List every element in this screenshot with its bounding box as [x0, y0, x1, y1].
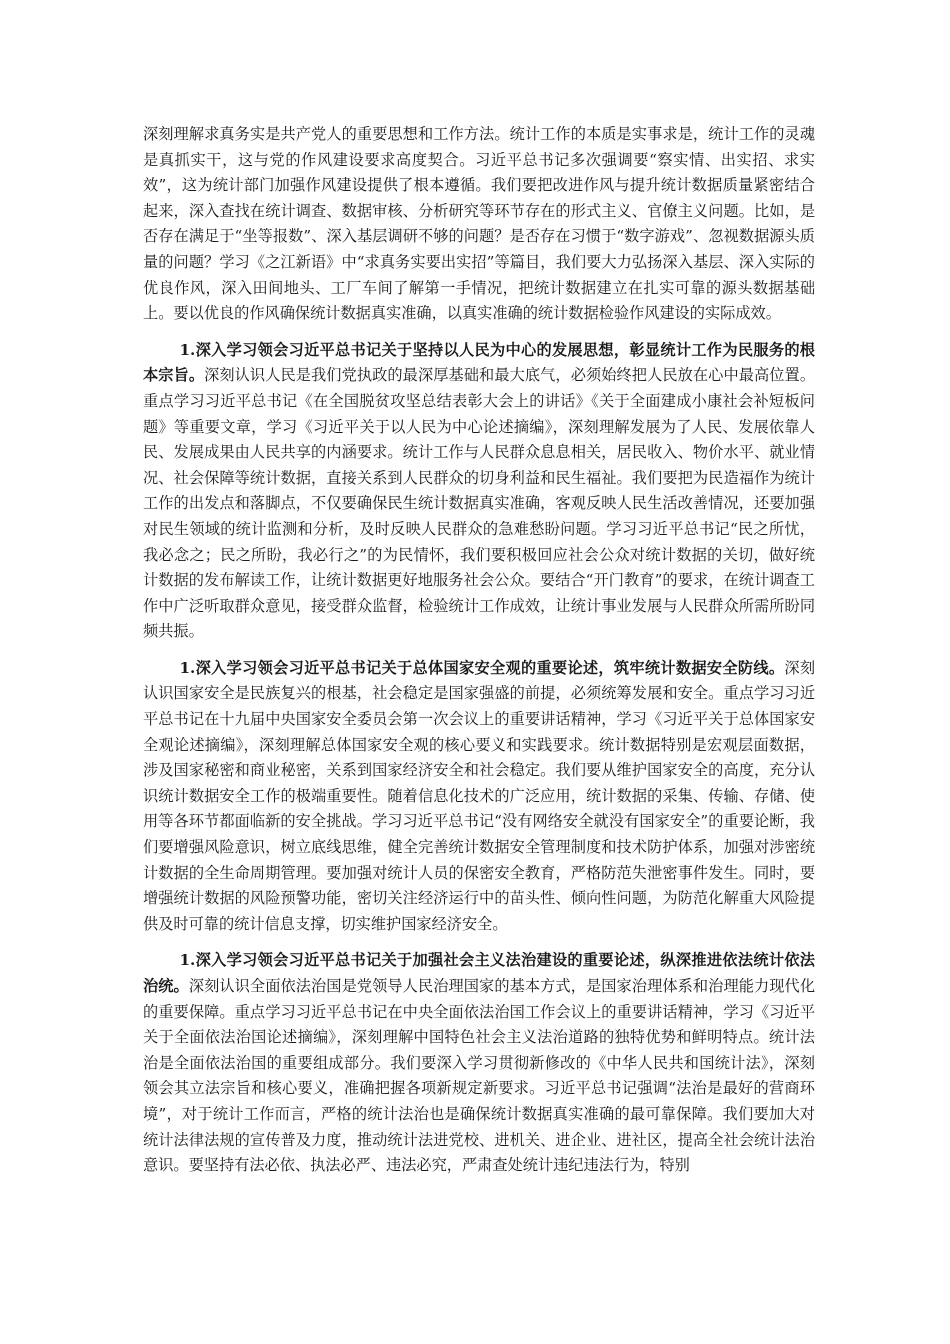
paragraph-people-centered: [143, 338, 815, 645]
paragraph-text: 深刻认识人民是我们党执政的最深厚基础和最大底气，必须始终把人民放在心中最高位置。重点学习习近平总书记《在全国脱贫攻坚总结表彰大会上的讲话》《关于全面建成小康社会补短板问题》等重要文章，学习《习近平关于以人民为中心论述摘编》，深刻理解发展为了人民、发展依靠人民、发展成果由人民共享的内涵要求。统计工作与人民群众息息相关，居民收入、物价水平、就业情况、社会保障等统计数据，直接关系到人民群众的切身利益和民生福祉。我们要把为民造福作为统计工作的出发点和落脚点，不仅要确保民生统计数据真实准确，客观反映人民生活改善情况，还要加强对民生领域的统计监测和分析，及时反映人民群众的急难愁盼问题。学习习近平总书记“民之所忧，我必念之；民之所盼，我必行之”的为民情怀，我们要积极回应社会公众对统计数据的关切，做好统计数据的发布解读工作，让统计数据更好地服务社会公众。要结合“开门教育”的要求，在统计调查工作中广泛听取群众意见，接受群众监督，检验统计工作成效，让统计事业发展与人民群众所需所盼同频共振。: [143, 366, 816, 641]
paragraph-intro: [143, 122, 815, 327]
paragraph-text: 深刻认识全面依法治国是党领导人民治理国家的基本方式，是国家治理体系和治理能力现代化的重要保障。重点学习习近平总书记在中央全面依法治国工作会议上的重要讲话精神，学习《习近平关于全面依法治国论述摘编》，深刻理解中国特色社会主义法治道路的独特优势和鲜明特点。统计法治是全面依法治国的重要组成部分。我们要深入学习贯彻新修改的《中华人民共和国统计法》，深刻领会其立法宗旨和核心要义，准确把握各项新规定新要求。习近平总书记强调“法治是最好的营商环境”，对于统计工作而言，严格的统计法治也是确保统计数据真实准确的最可靠保障。我们要加大对统计法律法规的宣传普及力度，推动统计法进党校、进机关、进企业、进社区，提高全社会统计法治意识。要坚持有法必依、执法必严、违法必究，严肃查处统计违纪违法行为，特别: [143, 977, 816, 1175]
paragraph-text: 深刻认识国家安全是民族复兴的根基，社会稳定是国家强盛的前提，必须统筹发展和安全。重点学习习近平总书记在十九届中央国家安全委员会第一次会议上的重要讲话精神，学习《习近平关于总体国家安全观论述摘编》，深刻理解总体国家安全观的核心要义和实践要求。统计数据特别是宏观层面数据，涉及国家秘密和商业秘密，关系到国家经济安全和社会稳定。我们要从维护国家安全的高度，充分认识统计数据安全工作的极端重要性。随着信息化技术的广泛应用，统计数据的采集、传输、存储、使用等各环节都面临新的安全挑战。学习习近平总书记“没有网络安全就没有国家安全”的重要论断，我们要增强风险意识，树立底线思维，健全完善统计数据安全管理制度和技术防护体系，加强对涉密统计数据的全生命周期管理。要加强对统计人员的保密安全教育，严格防范失泄密事件发生。同时，要增强统计数据的风险预警功能，密切关注经济运行中的苗头性、倾向性问题，为防范化解重大风险提供及时可靠的统计信息支撑，切实维护国家经济安全。: [143, 658, 816, 933]
paragraph-lead: 1.深入学习领会习近平总书记关于坚持以人民为中心的发展思想，彰显统计工作为民服务的根本宗旨。: [143, 340, 815, 385]
paragraph-rule-of-law: [143, 948, 815, 1178]
document-body: [143, 122, 815, 1190]
paragraph-national-security: [143, 656, 815, 938]
paragraph-lead: 1.深入学习领会习近平总书记关于总体国家安全观的重要论述，筑牢统计数据安全防线。: [179, 658, 785, 677]
paragraph-lead: 1.深入学习领会习近平总书记关于加强社会主义法治建设的重要论述，纵深推进依法统计依法治统。: [143, 951, 815, 995]
paragraph-text: 深刻理解求真务实是共产党人的重要思想和工作方法。统计工作的本质是实事求是，统计工作的灵魂是真抓实干，这与党的作风建设要求高度契合。习近平总书记多次强调要“察实情、出实招、求实效”，这为统计部门加强作风建设提供了根本遵循。我们要把改进作风与提升统计数据质量紧密结合起来，深入查找在统计调查、数据审核、分析研究等环节存在的形式主义、官僚主义问题。比如，是否存在满足于“坐等报数”、深入基层调研不够的问题？是否存在习惯于“数字游戏”、忽视数据源头质量的问题？学习《之江新语》中“求真务实要出实招”等篇目，我们要大力弘扬深入基层、深入实际的优良作风，深入田间地头、工厂车间了解第一手情况，把统计数据建立在扎实可靠的源头数据基础上。要以优良的作风确保统计数据真实准确，以真实准确的统计数据检验作风建设的实际成效。: [143, 125, 815, 323]
